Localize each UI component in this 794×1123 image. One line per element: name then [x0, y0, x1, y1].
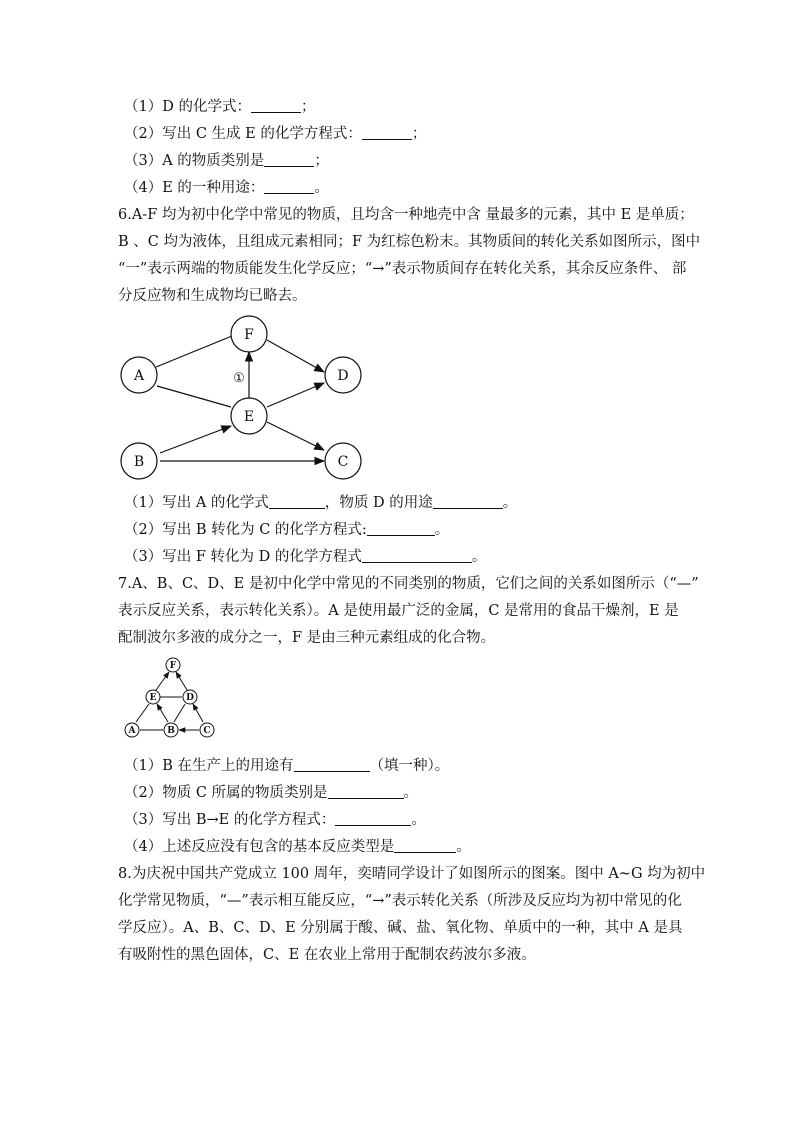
answer-blank [269, 494, 325, 509]
q5-sub-2: （2）写出 C 生成 E 的化学方程式： ； [124, 126, 427, 142]
q7-node-e-label: E [149, 693, 157, 703]
node-e-label: E [243, 409, 255, 425]
q7-node-c-label: C [203, 726, 211, 736]
q7-stem-line-3: 配制波尔多液的成分之一，F 是由三种元素组成的化合物。 [118, 630, 496, 646]
node-d-label: D [337, 368, 349, 384]
q6-sub-3: （3）写出 F 转化为 D 的化学方程式 。 [124, 549, 487, 565]
q7-node-a-label: A [128, 726, 136, 736]
q7-sub-2: （2）物质 C 所属的物质类别是 。 [124, 785, 419, 801]
answer-blank [251, 98, 301, 113]
edge-b-d [174, 704, 185, 722]
answer-blank [335, 811, 411, 826]
edge-a-f [156, 336, 232, 367]
q6-stem-line-3: “一”表示两端的物质能发生化学反应；“→”表示物质间存在转化关系，其余反应条件、 部 [118, 261, 687, 277]
q6-stem-line-1: 6.A-F 均为初中化学中常见的物质，且均含一种地壳中含 量最多的元素，其中 E 是单质； [118, 207, 694, 223]
edge-e-f [156, 672, 169, 690]
q6-relation-diagram [110, 312, 380, 482]
q8-stem-line-3: 学反应）。A、B、C、D、E 分别属于酸、碱、盐、氧化物、单质中的一种，其中 A 是具 [118, 920, 683, 936]
answer-blank [394, 838, 456, 853]
answer-blank [362, 125, 412, 140]
q5-sub-1: （1）D 的化学式： ； [124, 99, 316, 115]
q7-stem-line-2: 表示反应关系，表示转化关系）。A 是使用最广泛的金属，C 是常用的食品干燥剂，E 是 [118, 603, 679, 619]
answer-blank [264, 179, 314, 194]
q6-stem-line-2: B 、C 均为液体，且组成元素相同；F 为红棕色粉末。其物质间的转化关系如图所示，图中 [118, 234, 701, 250]
q5-sub-3: （3）A 的物质类别是 ； [124, 153, 329, 169]
reaction-mark: ① [233, 371, 245, 386]
q6-stem-line-4: 分反应物和生成物均已略去。 [118, 288, 307, 304]
q7-sub-4: （4）上述反应没有包含的基本反应类型是 。 [124, 839, 471, 855]
q6-sub-2: （2）写出 B 转化为 C 的化学方程式: 。 [124, 522, 450, 538]
node-a-label: A [133, 368, 145, 384]
node-c-label: C [337, 454, 349, 470]
arrow-b-e [160, 426, 231, 453]
q7-triangle-diagram [118, 654, 218, 740]
q8-stem-line-4: 有吸附性的黑色固体，C、E 在农业上常用于配制农药波尔多液。 [118, 947, 536, 963]
node-f-label: F [244, 327, 254, 343]
q7-node-f-label: F [169, 661, 177, 671]
answer-blank [367, 521, 435, 536]
answer-blank [433, 494, 503, 509]
q7-sub-1: （1）B 在生产上的用途有 （填一种）。 [124, 758, 450, 774]
q6-sub-1: （1）写出 A 的化学式 ，物质 D 的用途 。 [124, 495, 518, 511]
q8-stem-line-1: 8.为庆祝中国共产党成立 100 周年，奕晴同学设计了如图所示的图案。图中 A~G 均为初中 [118, 866, 706, 882]
answer-blank [328, 784, 404, 799]
q5-sub-4: （4）E 的一种用途： 。 [124, 180, 329, 196]
arrow-e-d [267, 383, 324, 407]
answer-blank [362, 548, 472, 563]
edge-a-e [157, 386, 231, 407]
answer-blank [294, 757, 370, 772]
q7-sub-3: （3）写出 B→E 的化学方程式： 。 [124, 812, 426, 828]
q7-stem-line-1: 7.A、B、C、D、E 是初中化学中常见的不同类别的物质，它们之间的关系如图所示（“—” [118, 576, 699, 592]
edge-d-f [176, 672, 187, 690]
arrow-e-c [267, 422, 324, 450]
edge-a-e [136, 704, 149, 722]
edge-b-e [157, 704, 168, 722]
node-b-label: B [133, 454, 145, 470]
q7-node-b-label: B [167, 726, 175, 736]
q8-stem-line-2: 化学常见物质，“—”表示相互能反应，“→”表示转化关系（所涉及反应均为初中常见的化 [118, 893, 682, 909]
answer-blank [264, 152, 314, 167]
edge-c-d [193, 704, 203, 722]
arrow-f-d [267, 340, 324, 372]
q7-node-d-label: D [186, 693, 194, 703]
